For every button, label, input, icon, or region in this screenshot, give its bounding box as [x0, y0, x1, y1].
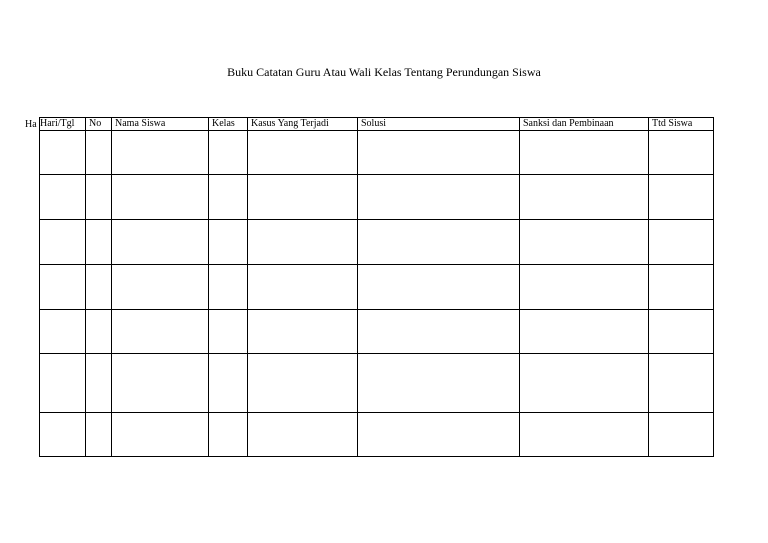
- table-cell-nama-siswa: [112, 354, 209, 413]
- table-body: [40, 131, 714, 457]
- table-cell-kelas: [209, 131, 248, 175]
- table-row: [40, 131, 714, 175]
- table-cell-hari-tgl: [40, 220, 86, 265]
- table-cell-ttd-siswa: [649, 175, 714, 220]
- table-cell-nama-siswa: [112, 265, 209, 310]
- table-cell-ttd-siswa: [649, 310, 714, 354]
- table-row: [40, 310, 714, 354]
- table-cell-solusi: [358, 354, 520, 413]
- table-cell-ttd-siswa: [649, 354, 714, 413]
- table-cell-kelas: [209, 310, 248, 354]
- table-row: [40, 220, 714, 265]
- header-nama-siswa: Nama Siswa: [112, 118, 209, 131]
- table-row: [40, 175, 714, 220]
- table-cell-ttd-siswa: [649, 220, 714, 265]
- table-cell-sanksi: [520, 310, 649, 354]
- table-cell-kelas: [209, 354, 248, 413]
- table-cell-ttd-siswa: [649, 265, 714, 310]
- table-cell-no: [86, 220, 112, 265]
- header-kasus: Kasus Yang Terjadi: [248, 118, 358, 131]
- table-cell-ttd-siswa: [649, 413, 714, 457]
- table-cell-sanksi: [520, 413, 649, 457]
- table-cell-sanksi: [520, 265, 649, 310]
- header-hari-tgl: Hari/Tgl: [40, 118, 86, 131]
- truncated-header-label: Ha: [25, 119, 37, 130]
- table-cell-nama-siswa: [112, 413, 209, 457]
- table-cell-hari-tgl: [40, 265, 86, 310]
- table-cell-nama-siswa: [112, 220, 209, 265]
- table-cell-kasus: [248, 413, 358, 457]
- table-cell-no: [86, 354, 112, 413]
- table-row: [40, 265, 714, 310]
- document-title: Buku Catatan Guru Atau Wali Kelas Tentang Perundungan Siswa: [227, 65, 541, 79]
- table-cell-no: [86, 413, 112, 457]
- table-cell-kelas: [209, 413, 248, 457]
- table-cell-solusi: [358, 413, 520, 457]
- table-cell-hari-tgl: [40, 413, 86, 457]
- table-cell-kelas: [209, 220, 248, 265]
- table-cell-solusi: [358, 175, 520, 220]
- header-solusi: Solusi: [358, 118, 520, 131]
- table-cell-no: [86, 265, 112, 310]
- table-cell-kasus: [248, 354, 358, 413]
- table-cell-solusi: [358, 310, 520, 354]
- table-cell-solusi: [358, 131, 520, 175]
- table-cell-kasus: [248, 265, 358, 310]
- table-cell-kasus: [248, 220, 358, 265]
- table-cell-kelas: [209, 175, 248, 220]
- table-cell-no: [86, 175, 112, 220]
- table-cell-solusi: [358, 265, 520, 310]
- table-cell-no: [86, 310, 112, 354]
- header-ttd-siswa: Ttd Siswa: [649, 118, 714, 131]
- table-cell-nama-siswa: [112, 310, 209, 354]
- header-kelas: Kelas: [209, 118, 248, 131]
- table-cell-hari-tgl: [40, 310, 86, 354]
- table-cell-nama-siswa: [112, 131, 209, 175]
- table-header-row: [40, 118, 714, 131]
- table-cell-kasus: [248, 175, 358, 220]
- table-row: [40, 413, 714, 457]
- table-cell-sanksi: [520, 354, 649, 413]
- table-cell-sanksi: [520, 175, 649, 220]
- table-cell-sanksi: [520, 131, 649, 175]
- bullying-record-table: [39, 117, 714, 457]
- table-cell-no: [86, 131, 112, 175]
- table-row: [40, 354, 714, 413]
- header-no: No: [86, 118, 112, 131]
- table-cell-sanksi: [520, 220, 649, 265]
- table-cell-kasus: [248, 310, 358, 354]
- table-cell-hari-tgl: [40, 131, 86, 175]
- table-cell-ttd-siswa: [649, 131, 714, 175]
- table-cell-hari-tgl: [40, 354, 86, 413]
- table-cell-hari-tgl: [40, 175, 86, 220]
- header-sanksi: Sanksi dan Pembinaan: [520, 118, 649, 131]
- table-cell-nama-siswa: [112, 175, 209, 220]
- table-cell-kelas: [209, 265, 248, 310]
- table-cell-solusi: [358, 220, 520, 265]
- table-cell-kasus: [248, 131, 358, 175]
